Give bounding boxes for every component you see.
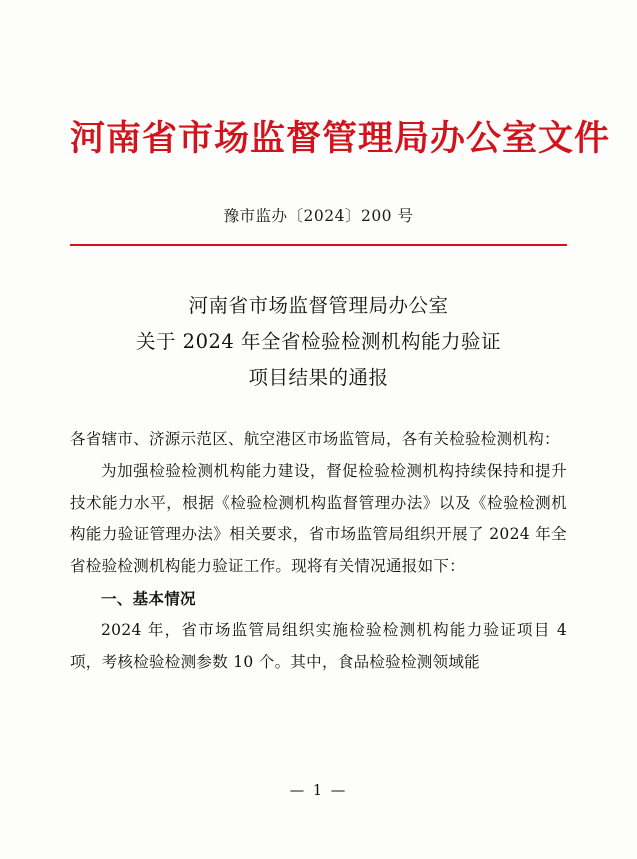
document-header <box>70 0 611 160</box>
main-title-line-2: 关于 2024 年全省检验检测机构能力验证 <box>135 330 502 354</box>
document-number: 豫市监办〔2024〕200 号 <box>223 207 414 225</box>
page-number: — 1 — <box>289 783 348 799</box>
issuing-authority-title: 河南省市场监督管理局办公室文件 <box>70 118 611 159</box>
document-body <box>70 424 567 678</box>
document-main-title <box>70 288 567 396</box>
recipient-paragraph: 各省辖市、济源示范区、航空港区市场监管局，各有关检验检测机构： <box>70 430 560 449</box>
section-heading-basic-situation: 一、基本情况 <box>101 589 196 609</box>
red-divider-rule <box>70 244 567 246</box>
main-title-line-1: 河南省市场监督管理局办公室 <box>188 294 449 317</box>
intro-paragraph: 为加强检验检测机构能力建设，督促检验检测机构持续保持和提升技术能力水平，根据《检验检测机构监督管理办法》以及《检验检测机构能力验证管理办法》相关要求，省市场监管局组织开展了 2024 年全省检验检测机构能力验证工作。现将有关情况通报如下： <box>70 461 567 576</box>
section-paragraph-basic-situation: 2024 年，省市场监管局组织实施检验检测机构能力验证项目 4 项，考核检验检测参数 10 个。其中，食品检验检测领域能 <box>70 620 567 671</box>
main-title-line-3: 项目结果的通报 <box>248 366 389 390</box>
